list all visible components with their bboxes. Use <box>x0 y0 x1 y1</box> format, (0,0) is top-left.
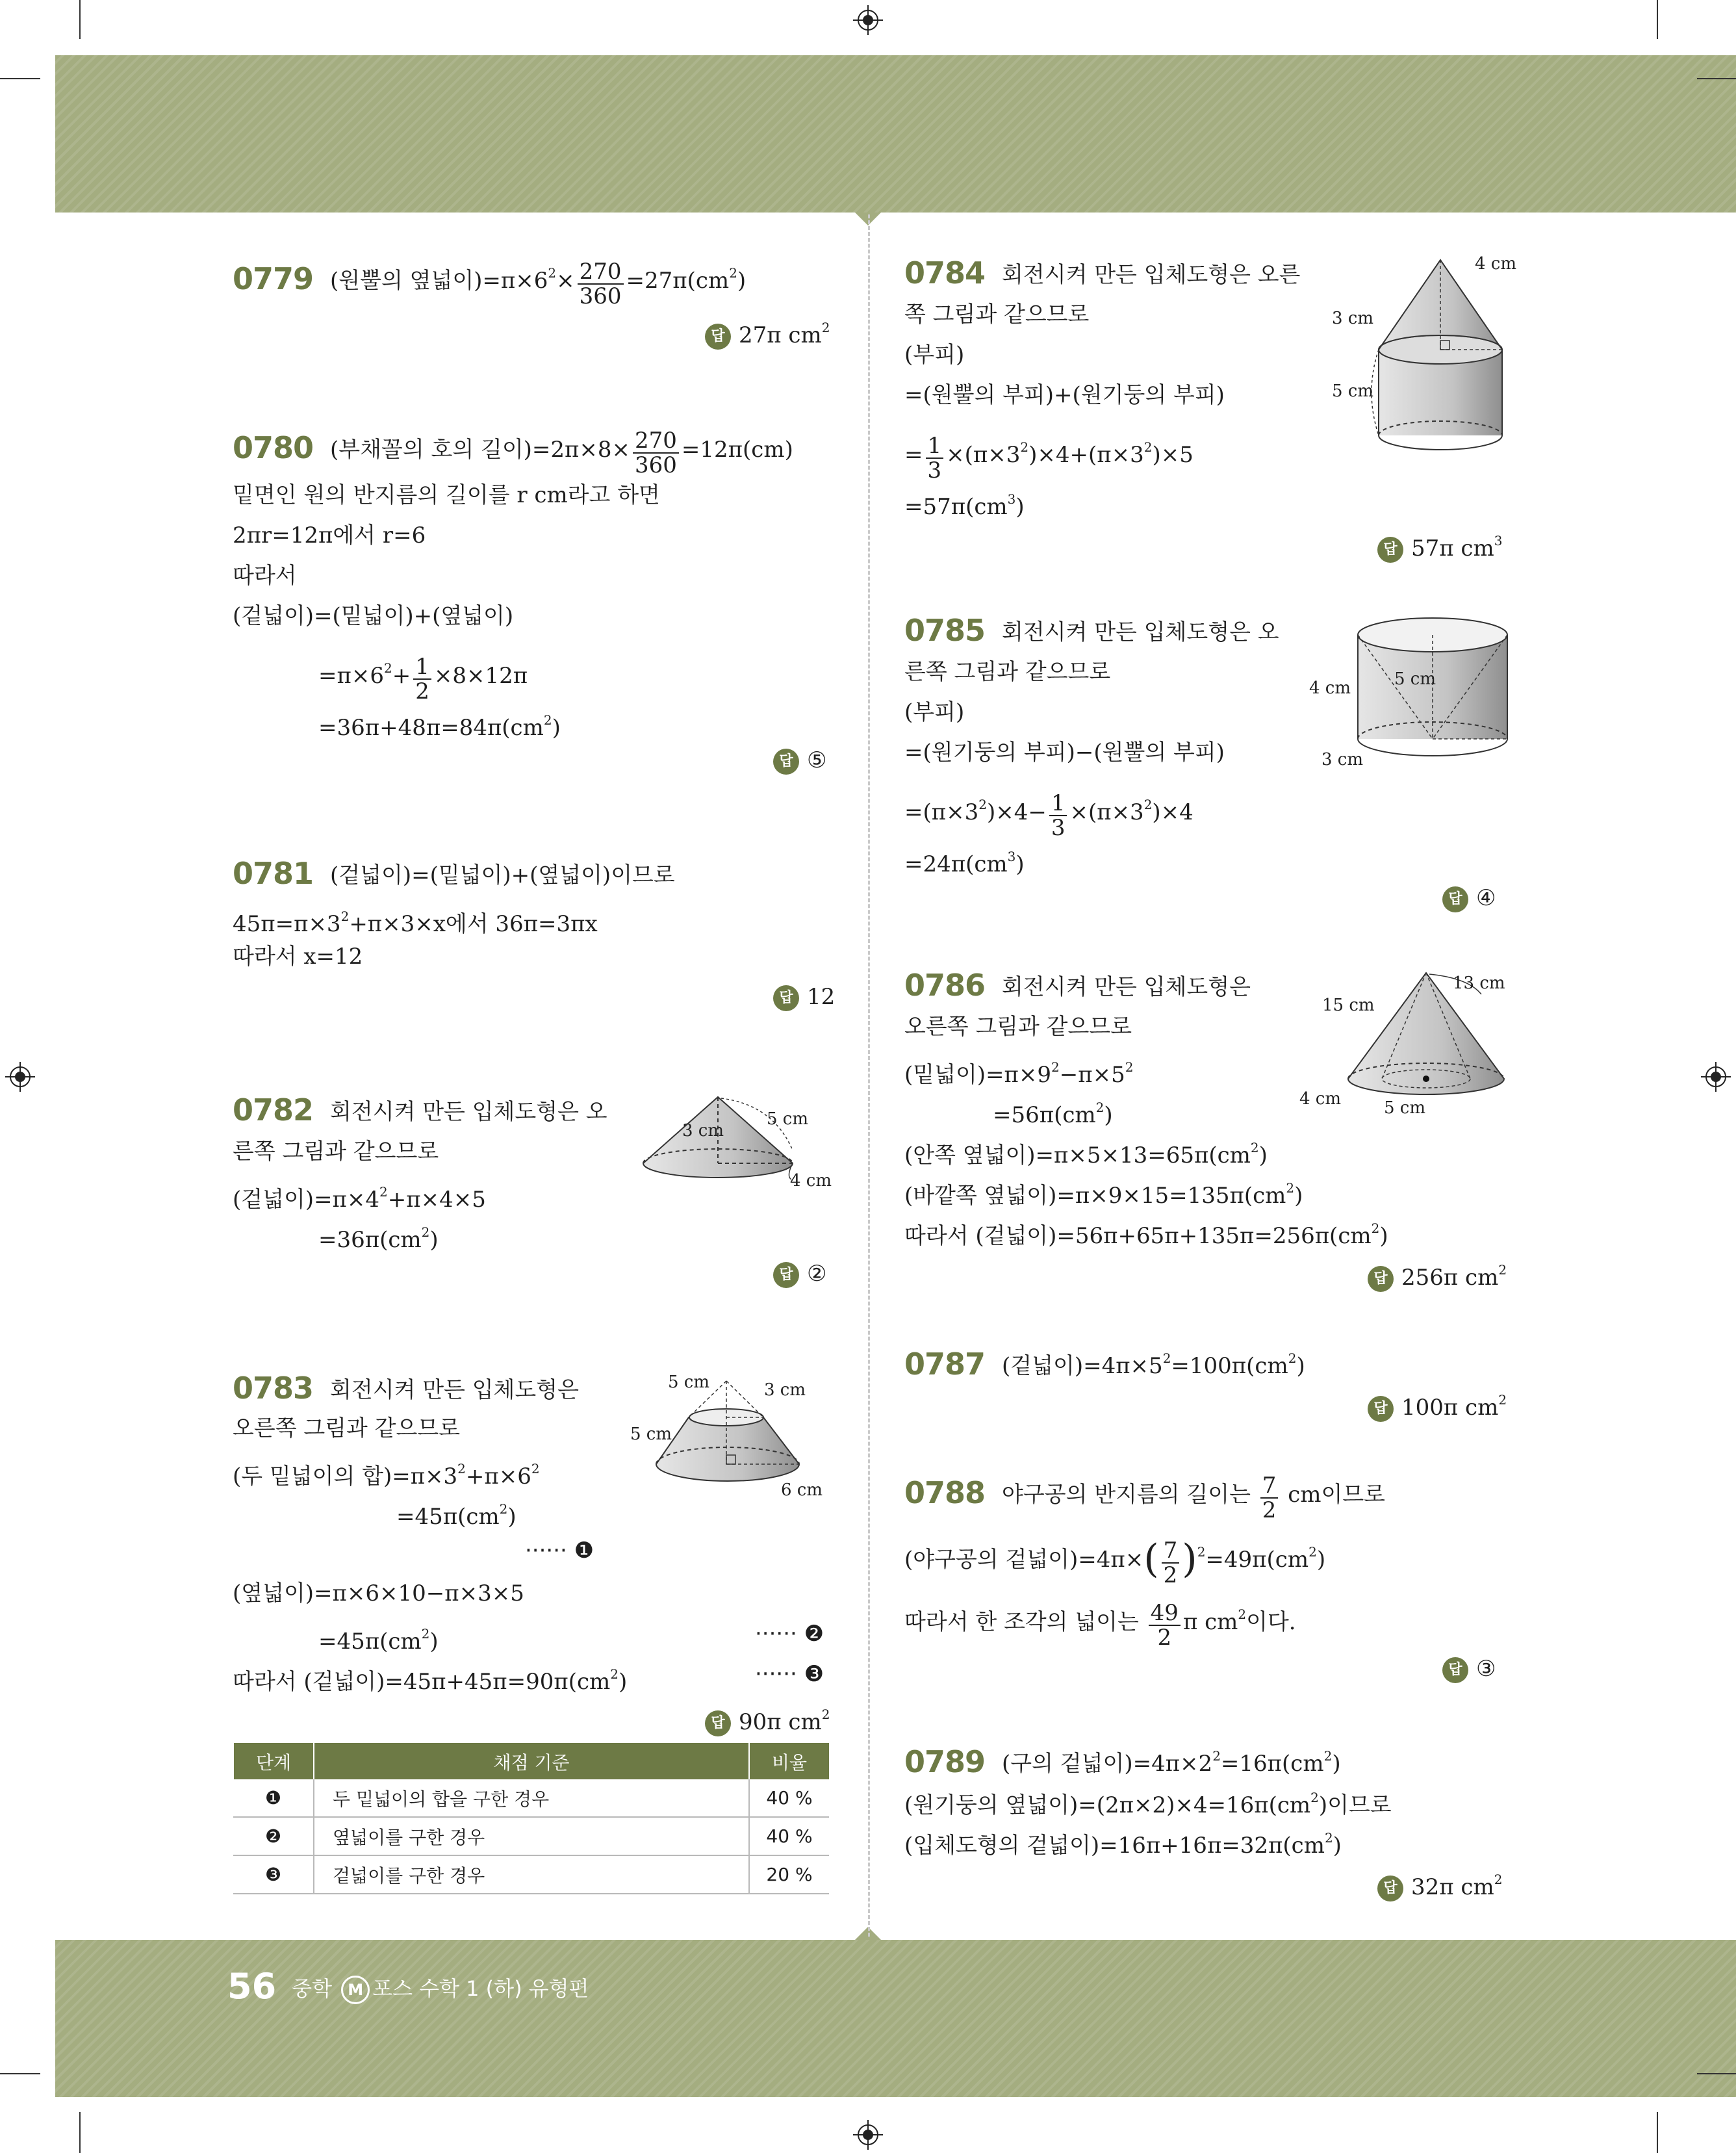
answer-badge: 답 <box>773 985 799 1011</box>
svg-text:4 cm: 4 cm <box>1309 678 1351 698</box>
answer-badge: 답 <box>773 1262 799 1288</box>
problem-0780-line7: $=36\pi+48\pi=84\pi(cm^2)$ <box>318 712 561 741</box>
answer-badge: 답 <box>773 749 799 775</box>
answer-badge: 답 <box>705 1710 731 1736</box>
problem-number: 0786 <box>904 968 986 1003</box>
answer-badge: 답 <box>1368 1396 1394 1422</box>
problem-0786-line3: (밑넓이)$=\pi\times 9^2-\pi\times 5^2$ <box>904 1059 1134 1088</box>
problem-0781-line1: 0781 (겉넓이)=(밑넓이)+(옆넓이)이므로 <box>233 856 675 891</box>
problem-0785-line5: $=(\pi\times 3^2)\times 4-$ $\frac{1}{3}$ $\times(\pi\times 3^2)\times 4$ <box>904 790 1194 841</box>
table-row: ❶ 두 밑넓이의 합을 구한 경우 40 % <box>233 1779 829 1817</box>
registration-mark-icon <box>853 5 883 35</box>
problem-0780-line3: 2πr=12π에서 r=6 <box>233 522 426 548</box>
answer-badge: 답 <box>705 324 731 350</box>
crop-mark <box>1657 0 1658 39</box>
m-logo-icon: M <box>341 1976 370 2004</box>
svg-text:3 cm: 3 cm <box>1321 750 1364 769</box>
answer-0780: 답 ⑤ <box>773 746 826 775</box>
table-header: 비율 <box>749 1744 829 1779</box>
footer-band <box>55 1940 1736 2097</box>
cone-figure-0782 <box>637 1092 832 1202</box>
answer-0783: 답 90π $cm^2$ <box>705 1700 830 1736</box>
answer-0786: 답 256π $cm^2$ <box>1368 1256 1507 1292</box>
problem-0789-line1: 0789 (구의 겉넓이)$=4\pi\times 2^2=16\pi(cm^2)$ <box>904 1744 1341 1779</box>
crop-mark <box>1697 2073 1736 2074</box>
problem-0784-line2: 쪽 그림과 같으므로 <box>904 302 1090 328</box>
problem-0785-line4: =(원기둥의 부피)−(원뿔의 부피) <box>904 740 1225 766</box>
answer-0784: 답 57π $cm^3$ <box>1377 526 1502 563</box>
problem-0780-line6: $=\pi\times 6^2+$ $\frac{1}{2}$ ×8×12π <box>318 654 528 704</box>
problem-0781-line2: $45\pi=\pi\times 3^2+\pi\times 3\times x$에서 36π=3πx <box>233 909 598 937</box>
problem-0788-line3: 따라서 한 조각의 넓이는 $\frac{49}{2}$ π $cm^2$이다. <box>904 1600 1296 1651</box>
problem-number: 0783 <box>233 1371 314 1406</box>
hollow-cylinder-figure-0785 <box>1306 608 1514 777</box>
table-header: 단계 <box>233 1744 314 1779</box>
table-row: ❷ 옆넓이를 구한 경우 40 % <box>233 1817 829 1855</box>
crop-mark <box>0 2073 40 2074</box>
problem-0788-line1: 0788 야구공의 반지름의 길이는 $\frac{7}{2}$ cm이므로 <box>904 1473 1386 1523</box>
problem-0786-line6: (바깥쪽 옆넓이)$=\pi\times 9\times 15=135\pi(cm^2)$ <box>904 1180 1303 1209</box>
registration-mark-icon <box>853 2120 883 2150</box>
answer-badge: 답 <box>1377 1876 1403 1902</box>
fraction: $\frac{1}{2}$ <box>413 655 431 703</box>
crop-mark <box>1657 2112 1658 2153</box>
svg-text:4 cm: 4 cm <box>1299 1089 1342 1109</box>
problem-0789-line3: (입체도형의 겉넓이)$=16\pi+16\pi=32\pi(cm^2)$ <box>904 1830 1342 1859</box>
problem-0782-line2: 른쪽 그림과 같으므로 <box>233 1139 439 1165</box>
problem-0784-line5: = $\frac{1}{3}$ $\times(\pi\times 3^2)\times 4+(\pi\times 3^2)\times 5$ <box>904 433 1194 483</box>
cone-with-cavity-figure-0786 <box>1293 965 1514 1121</box>
problem-0779-line1: 0779 (원뿔의 옆넓이)$=\pi\times 6^2\times$ $\frac{270}{360}$ $=27\pi(cm^2)$ <box>233 259 747 309</box>
svg-text:4 cm: 4 cm <box>1475 254 1517 274</box>
problem-0782-line3: (겉넓이)$=\pi\times 4^2+\pi\times 4\times 5$ <box>233 1184 486 1213</box>
problem-0785-line3: (부피) <box>904 699 965 725</box>
svg-text:5 cm: 5 cm <box>668 1373 710 1392</box>
book-title: 중학 M 포스 수학 1 (하) 유형편 <box>292 1976 589 2001</box>
table-row: ❸ 겉넓이를 구한 경우 20 % <box>233 1855 829 1894</box>
problem-0783-line5: (옆넓이)=π×6×10−π×3×5 <box>233 1580 524 1606</box>
table-header: 채점 기준 <box>314 1744 749 1779</box>
problem-0780-line5: (겉넓이)=(밑넓이)+(옆넓이) <box>233 603 514 629</box>
problem-0783-line4: $=45\pi(cm^2)$ <box>396 1501 517 1530</box>
step-marker-3: ······ ❸ <box>755 1661 824 1687</box>
fraction: $\frac{49}{2}$ <box>1149 1601 1181 1649</box>
step-marker-2: ······ ❷ <box>755 1621 824 1647</box>
problem-0780-line4: 따라서 <box>233 563 297 589</box>
svg-text:13 cm: 13 cm <box>1453 973 1505 993</box>
crop-mark <box>1697 78 1736 79</box>
problem-0788-line2: (야구공의 겉넓이)=4π×( $\frac{7}{2}$ )$^2=49\pi(cm^2)$ <box>904 1536 1326 1588</box>
problem-0786-line2: 오른쪽 그림과 같으므로 <box>904 1014 1132 1040</box>
crop-mark <box>79 0 81 39</box>
problem-number: 0789 <box>904 1744 986 1779</box>
svg-text:6 cm: 6 cm <box>781 1480 823 1500</box>
problem-0783-line6: $=45\pi(cm^2)$ <box>318 1626 439 1655</box>
problem-number: 0785 <box>904 613 986 648</box>
problem-0783-line1: 0783 회전시켜 만든 입체도형은 <box>233 1371 579 1406</box>
header-band <box>55 55 1736 213</box>
problem-number: 0779 <box>233 261 314 296</box>
problem-0780-line1: 0780 (부채꼴의 호의 길이)=2π×8× $\frac{270}{360}$ =12π(cm) <box>233 428 793 478</box>
svg-text:5 cm: 5 cm <box>630 1425 672 1444</box>
fraction: $\frac{270}{360}$ <box>633 429 679 477</box>
problem-0783-line3: (두 밑넓이의 합)$=\pi\times 3^2+\pi\times 6^2$ <box>233 1461 540 1489</box>
problem-0783-line2: 오른쪽 그림과 같으므로 <box>233 1415 461 1441</box>
svg-text:5 cm: 5 cm <box>1394 669 1436 689</box>
answer-0789: 답 32π $cm^2$ <box>1377 1865 1502 1902</box>
frustum-figure-0783 <box>630 1368 832 1504</box>
problem-0782-line1: 0782 회전시켜 만든 입체도형은 오 <box>233 1092 607 1128</box>
problem-0786-line1: 0786 회전시켜 만든 입체도형은 <box>904 968 1251 1003</box>
problem-0784-line6: $=57\pi(cm^3)$ <box>904 491 1025 520</box>
problem-0784-line1: 0784 회전시켜 만든 입체도형은 오른 <box>904 255 1301 290</box>
page-footer <box>227 1966 589 2007</box>
problem-number: 0780 <box>233 430 314 465</box>
column-divider <box>868 214 870 1937</box>
answer-0785: 답 ④ <box>1442 884 1496 912</box>
problem-number: 0788 <box>904 1475 986 1510</box>
answer-badge: 답 <box>1377 537 1403 563</box>
answer-badge: 답 <box>1442 1657 1468 1683</box>
problem-0789-line2: (원기둥의 옆넓이)$=(2\pi\times 2)\times 4=16\pi(cm^2)$이므로 <box>904 1790 1392 1818</box>
fraction: $\frac{7}{2}$ <box>1162 1539 1180 1587</box>
problem-0783-line7: 따라서 (겉넓이)$=45\pi+45\pi=90\pi(cm^2)$ <box>233 1666 628 1695</box>
svg-text:3 cm: 3 cm <box>682 1121 724 1141</box>
answer-0782: 답 ② <box>773 1259 826 1288</box>
problem-0781-line3: 따라서 x=12 <box>233 944 363 970</box>
problem-0786-line5: (안쪽 옆넓이)$=\pi\times 5\times 13=65\pi(cm^2)$ <box>904 1140 1268 1168</box>
svg-text:15 cm: 15 cm <box>1322 996 1375 1015</box>
registration-mark-icon <box>1701 1062 1731 1092</box>
cone-cylinder-figure-0784 <box>1332 252 1517 467</box>
svg-text:4 cm: 4 cm <box>790 1171 832 1191</box>
problem-number: 0787 <box>904 1347 986 1382</box>
problem-0780-line2: 밑면인 원의 반지름의 길이를 r cm라고 하면 <box>233 482 660 508</box>
step-marker-1: ······ ❶ <box>525 1538 594 1564</box>
answer-0781: 답 12 <box>773 983 835 1011</box>
problem-0785-line1: 0785 회전시켜 만든 입체도형은 오 <box>904 613 1279 648</box>
fraction: $\frac{1}{3}$ <box>926 434 944 482</box>
grading-criteria-table <box>233 1743 829 1894</box>
problem-0786-line7: 따라서 (겉넓이)$=56\pi+65\pi+135\pi=256\pi(cm^2)$ <box>904 1220 1388 1249</box>
answer-0779: 답 27π $cm^2$ <box>705 313 830 350</box>
answer-badge: 답 <box>1442 886 1468 912</box>
crop-mark <box>79 2112 81 2153</box>
svg-text:5 cm: 5 cm <box>1332 381 1374 401</box>
problem-0787-line1: 0787 (겉넓이)$=4\pi\times 5^2=100\pi(cm^2)$ <box>904 1347 1305 1382</box>
problem-number: 0784 <box>904 255 986 290</box>
answer-0788: 답 ③ <box>1442 1655 1496 1683</box>
fraction: $\frac{1}{3}$ <box>1049 792 1067 840</box>
problem-0784-line4: =(원뿔의 부피)+(원기둥의 부피) <box>904 382 1225 408</box>
answer-badge: 답 <box>1368 1266 1394 1292</box>
svg-text:3 cm: 3 cm <box>764 1380 806 1400</box>
problem-0784-line3: (부피) <box>904 342 965 368</box>
registration-mark-icon <box>5 1062 35 1092</box>
problem-0785-line2: 른쪽 그림과 같으므로 <box>904 659 1111 685</box>
problem-0786-line4: $=56\pi(cm^2)$ <box>993 1100 1113 1128</box>
svg-text:3 cm: 3 cm <box>1332 309 1374 328</box>
problem-number: 0781 <box>233 856 314 891</box>
svg-text:5 cm: 5 cm <box>767 1109 809 1129</box>
answer-0787: 답 100π $cm^2$ <box>1368 1386 1507 1422</box>
crop-mark <box>0 78 40 79</box>
fraction: $\frac{7}{2}$ <box>1260 1474 1279 1522</box>
problem-0785-line6: $=24\pi(cm^3)$ <box>904 849 1025 877</box>
fraction: $\frac{270}{360}$ <box>578 260 624 308</box>
svg-text:5 cm: 5 cm <box>1384 1098 1426 1118</box>
problem-number: 0782 <box>233 1092 314 1128</box>
problem-0782-line4: $=36\pi(cm^2)$ <box>318 1224 439 1253</box>
page-number: 56 <box>227 1966 277 2007</box>
